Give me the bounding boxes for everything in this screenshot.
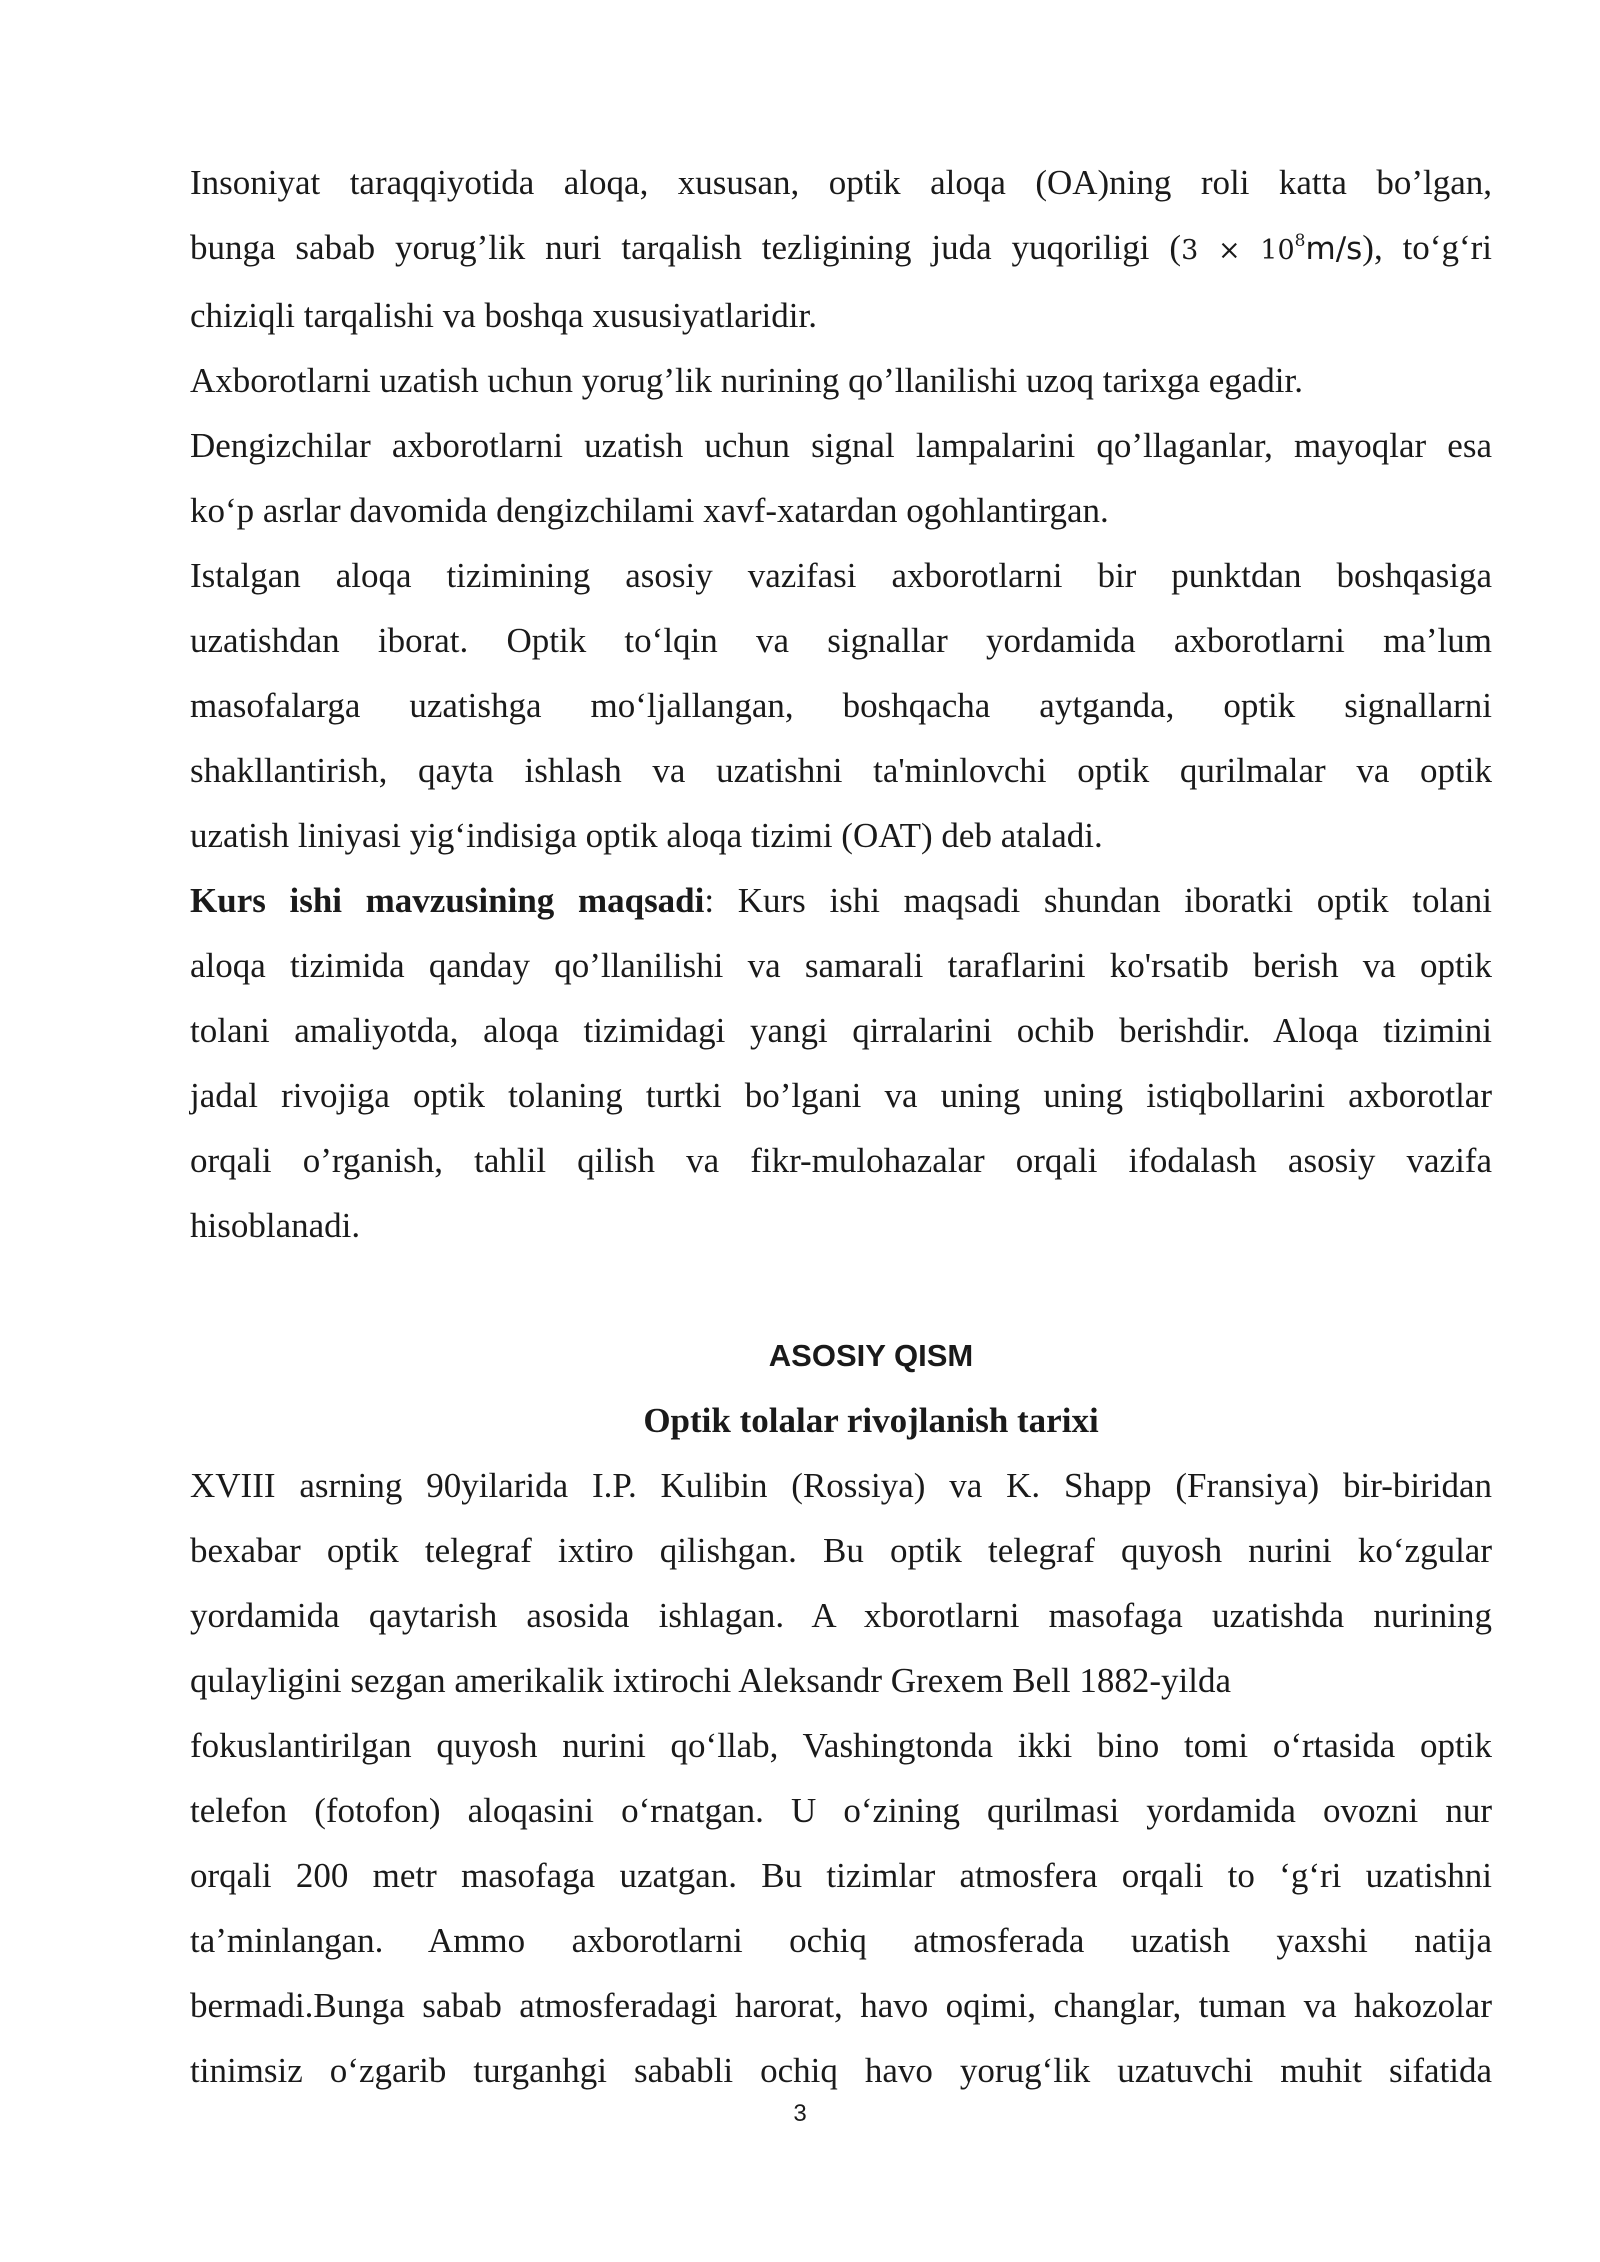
text-line: uzatish liniyasi yig‘indisiga optik aloqa tizimi (OAT) deb ataladi. <box>190 816 1103 855</box>
text-line: orqali o’rganish, tahlil qilish va fikr-mulohazalar orqali ifodalash asosiy vazifa <box>190 1141 1492 1180</box>
section-subheading: Optik tolalar rivojlanish tarixi <box>643 1401 1099 1440</box>
text-segment: bunga sabab yorug’lik nuri tarqalish tezligining juda yuqoriligi ( <box>190 228 1182 267</box>
text-line: shakllantirish, qayta ishlash va uzatishni ta'minlovchi optik qurilmalar va optik <box>190 751 1492 790</box>
section-heading: ASOSIY QISM <box>768 1338 974 1373</box>
text-line: Insoniyat taraqqiyotida aloqa, xususan, optik aloqa (OA)ning roli katta bo’lgan, <box>190 163 1492 202</box>
course-goal-label: Kurs ishi mavzusining maqsadi <box>190 881 705 920</box>
text-line: telefon (fotofon) aloqasini o‘rnatgan. U o‘zining qurilmasi yordamida ovozni nur <box>190 1791 1492 1830</box>
text-line: qulayligini sezgan amerikalik ixtirochi Aleksandr Grexem Bell 1882-yilda <box>190 1661 1231 1700</box>
course-goal-paragraph <box>190 868 1492 1258</box>
text-line: tinimsiz o‘zgarib turganhgi sababli ochiq havo yorug‘lik uzatuvchi muhit sifatida <box>190 2051 1492 2090</box>
text-line: uzatishdan iborat. Optik to‘lqin va signallar yordamida axborotlarni ma’lum <box>190 621 1492 660</box>
text-line <box>190 215 1492 283</box>
intro-paragraph-2 <box>190 348 1492 543</box>
text-segment: : Kurs ishi maqsadi shundan iboratki optik tolani <box>704 881 1493 920</box>
speed-formula <box>1181 231 1306 266</box>
intro-paragraph-1 <box>190 150 1492 348</box>
text-line: Istalgan aloqa tizimining asosiy vazifasi axborotlarni bir punktdan boshqasiga <box>190 556 1492 595</box>
text-line <box>190 868 1492 933</box>
formula-unit: m/s <box>1305 231 1363 267</box>
formula-exponent: 8 <box>1294 231 1306 251</box>
text-line: orqali 200 metr masofaga uzatgan. Bu tizimlar atmosfera orqali to ‘g‘ri uzatishni <box>190 1856 1492 1895</box>
text-line: hisoblanadi. <box>190 1206 361 1245</box>
text-line: ko‘p asrlar davomida dengizchilami xavf-xatardan ogohlantirgan. <box>190 491 1109 530</box>
text-line: masofalarga uzatishga mo‘ljallangan, boshqacha aytganda, optik signallarni <box>190 686 1492 725</box>
text-line: fokuslantirilgan quyosh nurini qo‘llab, Vashingtonda ikki bino tomi o‘rtasida optik <box>190 1726 1492 1765</box>
text-line: Dengizchilar axborotlarni uzatish uchun signal lampalarini qo’llaganlar, mayoqlar esa <box>190 426 1492 465</box>
spacer <box>190 1258 1492 1323</box>
text-line: Axborotlarni uzatish uchun yorug’lik nurining qo’llanilishi uzoq tarixga egadir. <box>190 361 1303 400</box>
formula-base: 3 × 10 <box>1181 235 1295 266</box>
text-line: bexabar optik telegraf ixtiro qilishgan. Bu optik telegraf quyosh nurini ko‘zgular <box>190 1531 1492 1570</box>
text-line: aloqa tizimida qanday qo’llanilishi va samarali taraflarini ko'rsatib berish va optik <box>190 946 1492 985</box>
document-page <box>190 150 1492 2103</box>
text-line: jadal rivojiga optik tolaning turtki bo’lgani va uning uning istiqbollarini axborotlar <box>190 1076 1492 1115</box>
text-line: bermadi.Bunga sabab atmosferadagi harorat, havo oqimi, changlar, tuman va hakozolar <box>190 1986 1492 2025</box>
text-line: ta’minlangan. Ammo axborotlarni ochiq atmosferada uzatish yaxshi natija <box>190 1921 1492 1960</box>
history-paragraph <box>190 1453 1492 2103</box>
text-line: chiziqli tarqalishi va boshqa xususiyatlaridir. <box>190 296 817 335</box>
text-line: XVIII asrning 90yilarida I.P. Kulibin (Rossiya) va K. Shapp (Fransiya) bir-biridan <box>190 1466 1492 1505</box>
text-line: yordamida qaytarish asosida ishlagan. A xborotlarni masofaga uzatishda nurining <box>190 1596 1492 1635</box>
text-segment: ), to‘g‘ri <box>1362 228 1492 267</box>
intro-paragraph-3 <box>190 543 1492 868</box>
page-number: 3 <box>793 2100 807 2127</box>
text-line: tolani amaliyotda, aloqa tizimidagi yangi qirralarini ochib berishdir. Aloqa tizimini <box>190 1011 1492 1050</box>
